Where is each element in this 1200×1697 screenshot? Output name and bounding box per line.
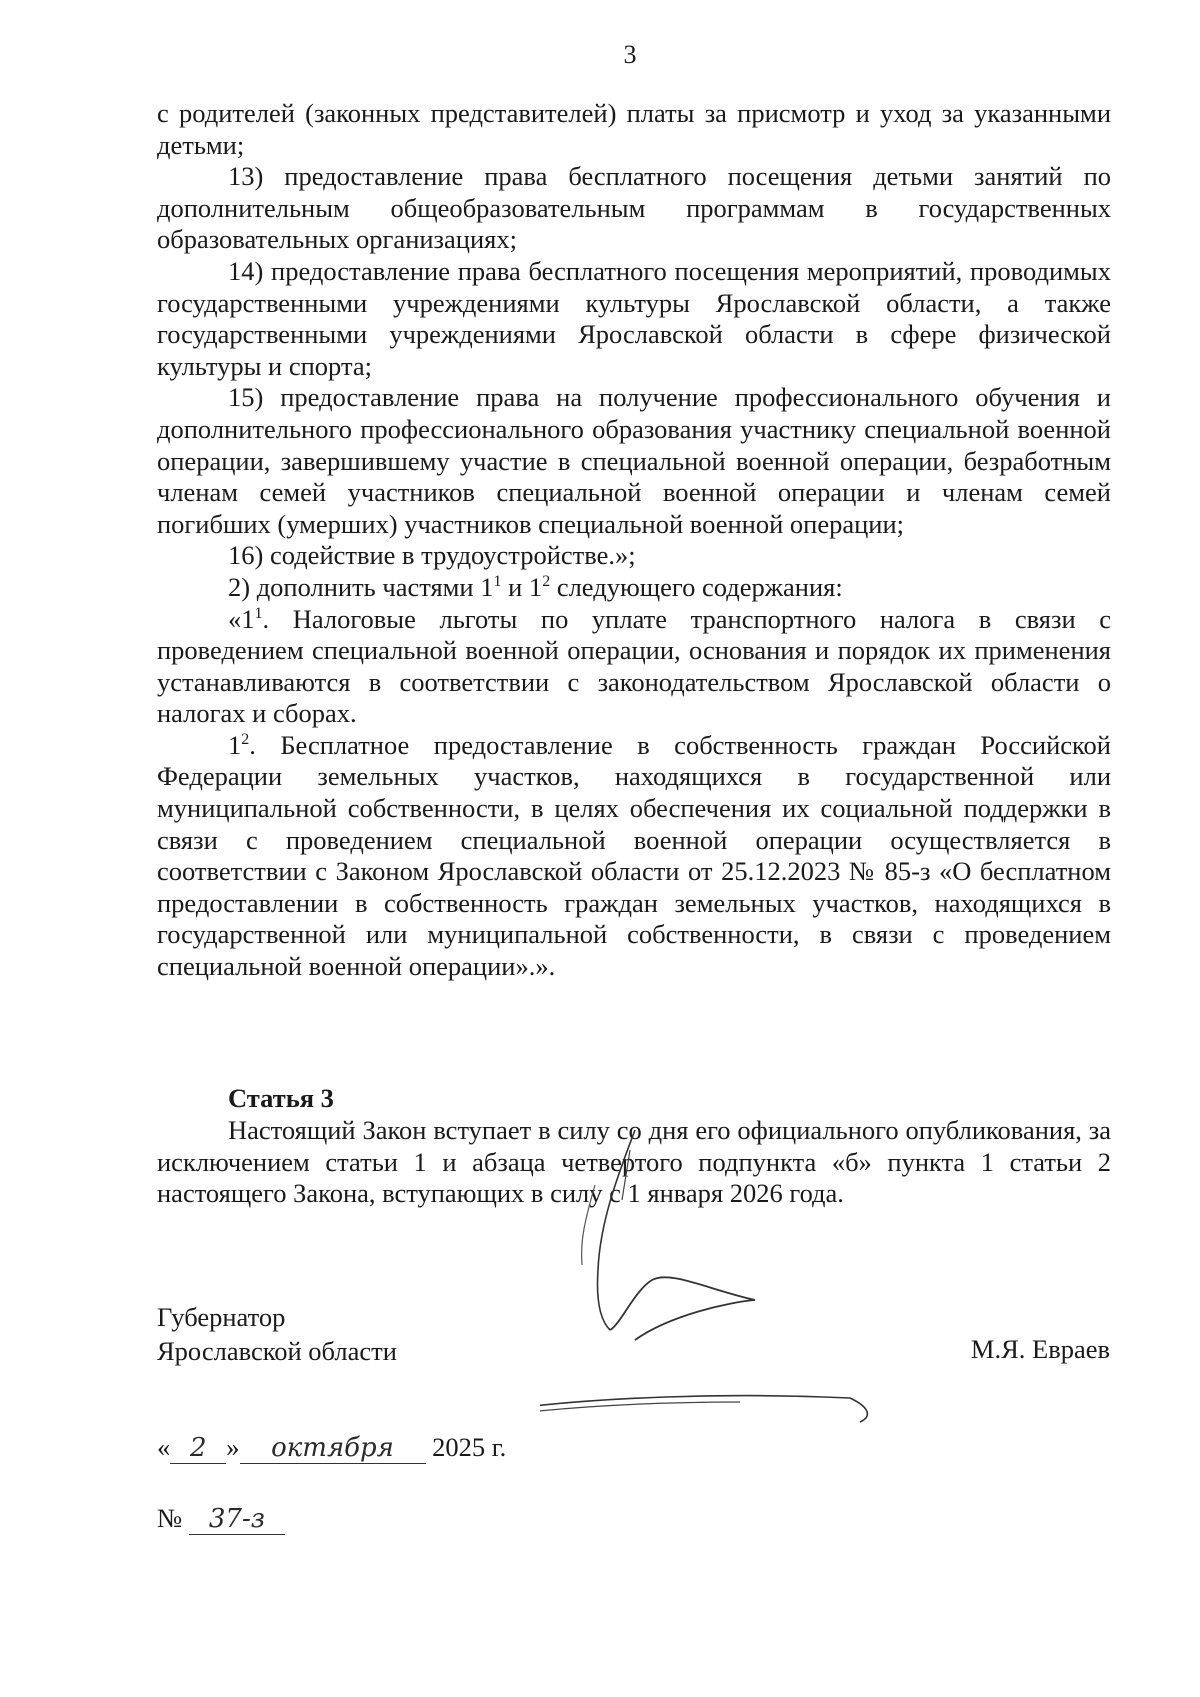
part1-2-num: 1 (228, 729, 242, 760)
governor-name: М.Я. Евраев (970, 1334, 1110, 1364)
item2-sup-a: 1 (493, 573, 502, 591)
law-body (157, 98, 1111, 983)
signing-date (157, 1432, 506, 1464)
date-quote-open: « (157, 1432, 171, 1462)
article-3-text: Настоящий Закон вступает в силу со дня его официального опубликования, за исключением статьи 1 и абзаца четвертого подпункта «б» пункта 1 статьи 2 настоящего Закона, вступающих в силу с 1 января 2026 года. (157, 1115, 1111, 1209)
date-year: 2025 г. (432, 1432, 507, 1462)
paragraph-continuation: с родителей (законных представителей) платы за присмотр и уход за указанными детьми; (157, 98, 1111, 160)
number-value: 37-з (189, 1504, 285, 1535)
paragraph-item-15: 15) предоставление права на получение профессионального обучения и дополнительного профессионального образования участнику специальной военной операции, завершившему участие в специальной военной операции, безработным членам семей участников специальной военной операции и членам семей погибших (умерших) участников специальной военной операции; (157, 382, 1111, 539)
paragraph-part-1-1 (157, 604, 1111, 730)
number-sign: № (157, 1503, 183, 1533)
part1-1-sup: 1 (254, 604, 263, 622)
law-number (157, 1503, 285, 1535)
page-number: 3 (623, 40, 637, 69)
item2-start: 2) дополнить частями 1 (228, 571, 494, 602)
date-day: 2 (170, 1433, 226, 1464)
part1-2-text: . Бесплатное предоставление в собственность граждан Российской Федерации земельных участков, находящихся в государственной или муниципальной собственности, в целях обеспечения их социальной поддержки в связи с проведением специальной военной операции осуществляется в соответствии с Законом Ярославской области от 25.12.2023 № 85-з «О бесплатном предоставлении в собственность граждан земельных участков, находящихся в государственной или муниципальной собственности, в связи с проведением специальной военной операции».». (157, 729, 1111, 982)
item2-sup-b: 2 (542, 573, 551, 591)
item2-mid: и 1 (501, 571, 543, 602)
part1-1-text: . Налоговые льготы по уплате транспортного налога в связи с проведением специальной военной операции, основания и порядок их применения устанавливаются в соответствии с законодательством Ярославской области о налогах и сборах. (157, 603, 1111, 729)
date-quote-close: » (226, 1432, 240, 1462)
governor-title-line2: Ярославской области (157, 1336, 397, 1366)
paragraph-item-2 (157, 572, 1111, 604)
part1-1-quote: «1 (228, 603, 255, 634)
governor-title-line1: Губернатор (157, 1302, 286, 1332)
paragraph-part-1-2 (157, 730, 1111, 983)
governor-title (157, 1300, 397, 1368)
date-month: октября (240, 1433, 426, 1464)
paragraph-item-13: 13) предоставление права бесплатного посещения детьми занятий по дополнительным общеобразовательным программам в государственных образовательных организациях; (157, 161, 1111, 255)
paragraph-item-16: 16) содействие в трудоустройстве.»; (228, 540, 636, 571)
article-3-title: Статья 3 (228, 1083, 334, 1113)
item2-end: следующего содержания: (550, 571, 843, 602)
paragraph-item-14: 14) предоставление права бесплатного посещения мероприятий, проводимых государственными учреждениями культуры Ярославской области, а также государственными учреждениями Ярославской области в сфере физической культуры и спорта; (157, 255, 1111, 381)
part1-2-sup: 2 (241, 731, 250, 749)
handwritten-signature (540, 1130, 960, 1460)
